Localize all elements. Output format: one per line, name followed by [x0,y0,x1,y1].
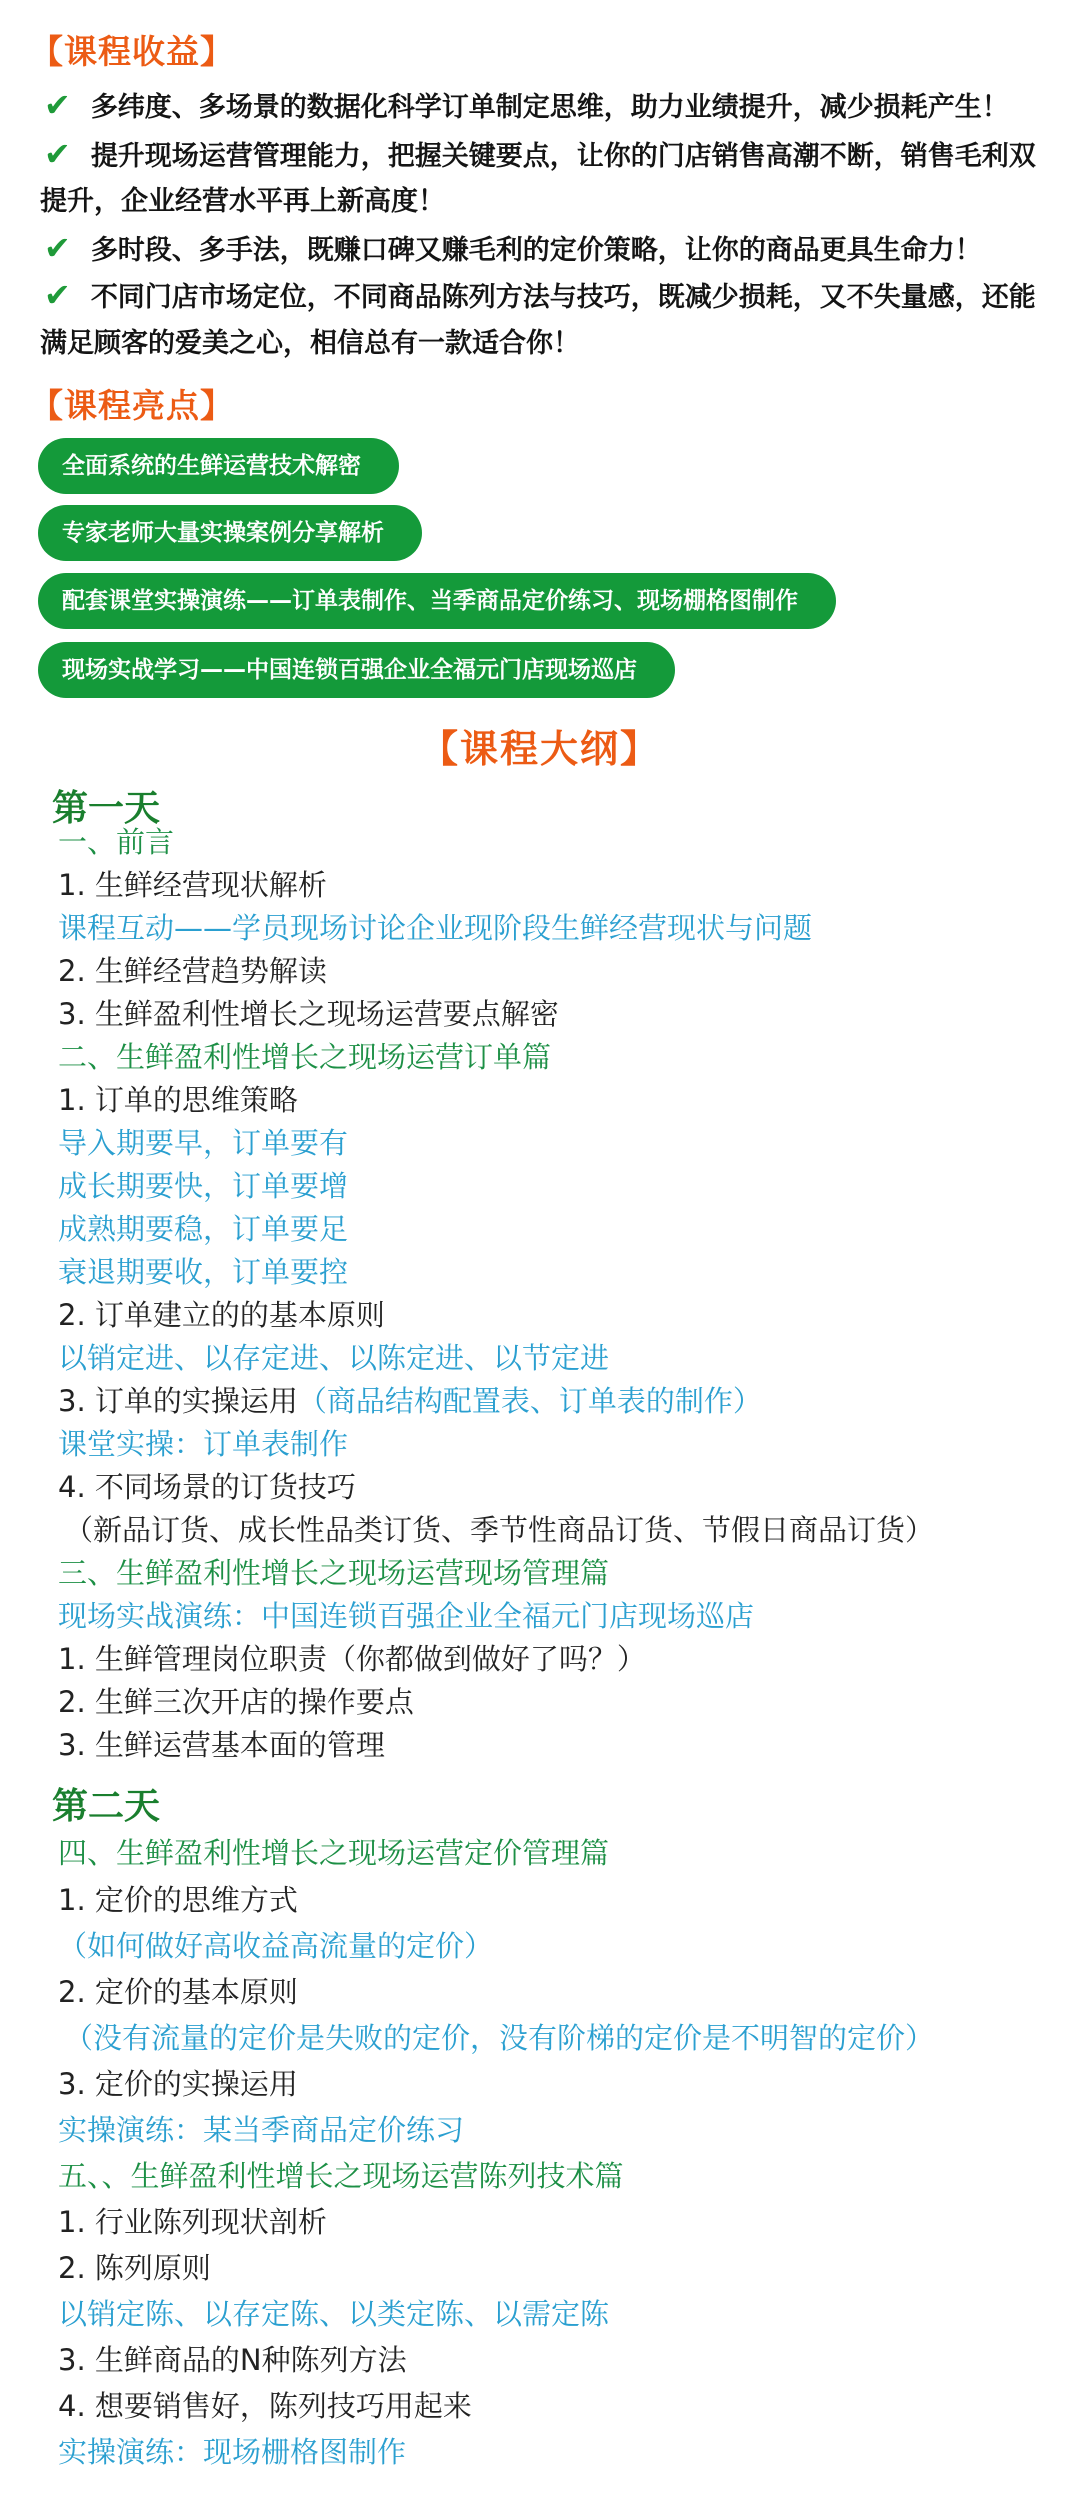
outline-item: （新品订货、成长性品类订货、季节性商品订货、节假日商品订货） [64,1513,935,1547]
benefit-item-continuation: 提升，企业经营水平再上新高度！ [40,186,445,217]
outline-note: 衰退期要收，订单要控 [58,1255,349,1289]
outline-title: 【课程大纲】 [419,727,660,771]
outline-item: 2. 订单建立的的基本原则 [58,1298,385,1332]
highlight-pill: 配套课堂实操演练——订单表制作、当季商品定价练习、现场棚格图制作 [38,573,836,629]
section-heading: 三、生鲜盈利性增长之现场运营现场管理篇 [58,1556,610,1590]
section-heading: 五、、生鲜盈利性增长之现场运营陈列技术篇 [58,2159,624,2193]
section-heading: 一、前言 [58,825,175,859]
outline-item: 4. 想要销售好，陈列技巧用起来 [58,2389,472,2423]
benefit-item-continuation: 满足顾客的爱美之心，相信总有一款适合你！ [40,328,580,359]
outline-item: 4. 不同场景的订货技巧 [58,1470,356,1504]
outline-item: 2. 定价的基本原则 [58,1975,298,2009]
outline-note: 以销定陈、以存定陈、以类定陈、以需定陈 [58,2297,610,2331]
outline-item: 3. 订单的实操运用（商品结构配置表、订单表的制作） [58,1384,762,1418]
outline-note: 课程互动——学员现场讨论企业现阶段生鲜经营现状与问题 [58,911,813,945]
day-one-label: 第一天 [52,788,161,829]
outline-note: 成熟期要稳，订单要足 [58,1212,349,1246]
outline-item: 1. 生鲜管理岗位职责（你都做到做好了吗？） [58,1642,646,1676]
benefits-title: 【课程收益】 [30,32,234,71]
outline-note: 实操演练：某当季商品定价练习 [58,2113,465,2147]
outline-item: 1. 生鲜经营现状解析 [58,868,327,902]
outline-note: 实操演练：现场栅格图制作 [58,2435,407,2469]
benefit-item: ✔ 多时段、多手法，既赚口碑又赚毛利的定价策略，让你的商品更具生命力！ [44,229,982,267]
day-two-label: 第二天 [52,1786,161,1827]
check-icon: ✔ [44,229,71,267]
benefit-item: ✔ 提升现场运营管理能力，把握关键要点，让你的门店销售高潮不断，销售毛利双 [44,135,1036,173]
outline-inline-note: （商品结构配置表、订单表的制作） [297,1384,762,1418]
outline-item: 1. 行业陈列现状剖析 [58,2205,327,2239]
outline-item: 1. 订单的思维策略 [58,1083,298,1117]
outline-item: 3. 生鲜运营基本面的管理 [58,1728,385,1762]
check-icon: ✔ [44,135,71,173]
benefit-item: ✔ 多纬度、多场景的数据化科学订单制定思维，助力业绩提升，减少损耗产生！ [44,86,1009,124]
highlights-title: 【课程亮点】 [30,386,234,425]
section-heading: 四、生鲜盈利性增长之现场运营定价管理篇 [58,1836,610,1870]
highlight-pill: 现场实战学习——中国连锁百强企业全福元门店现场巡店 [38,642,675,698]
outline-note: 导入期要早，订单要有 [58,1126,349,1160]
outline-item: 1. 定价的思维方式 [58,1883,298,1917]
check-icon: ✔ [44,276,71,314]
outline-item: 2. 生鲜三次开店的操作要点 [58,1685,414,1719]
outline-item: 3. 定价的实操运用 [58,2067,298,2101]
outline-note: 课堂实操：订单表制作 [58,1427,349,1461]
outline-item: 2. 陈列原则 [58,2251,211,2285]
highlight-pill: 专家老师大量实操案例分享解析 [38,505,422,561]
outline-note: （如何做好高收益高流量的定价） [58,1929,494,1963]
outline-note: （没有流量的定价是失败的定价，没有阶梯的定价是不明智的定价） [64,2021,935,2055]
outline-note: 成长期要快，订单要增 [58,1169,349,1203]
outline-note: 现场实战演练：中国连锁百强企业全福元门店现场巡店 [58,1599,755,1633]
highlight-pill: 全面系统的生鲜运营技术解密 [38,438,399,494]
outline-item: 3. 生鲜商品的N种陈列方法 [58,2343,407,2377]
benefit-item: ✔ 不同门店市场定位，不同商品陈列方法与技巧，既减少损耗，又不失量感，还能 [44,276,1036,314]
outline-item: 3. 生鲜盈利性增长之现场运营要点解密 [58,997,559,1031]
section-heading: 二、生鲜盈利性增长之现场运营订单篇 [58,1040,552,1074]
outline-item: 2. 生鲜经营趋势解读 [58,954,327,988]
outline-note: 以销定进、以存定进、以陈定进、以节定进 [58,1341,610,1375]
check-icon: ✔ [44,86,71,124]
